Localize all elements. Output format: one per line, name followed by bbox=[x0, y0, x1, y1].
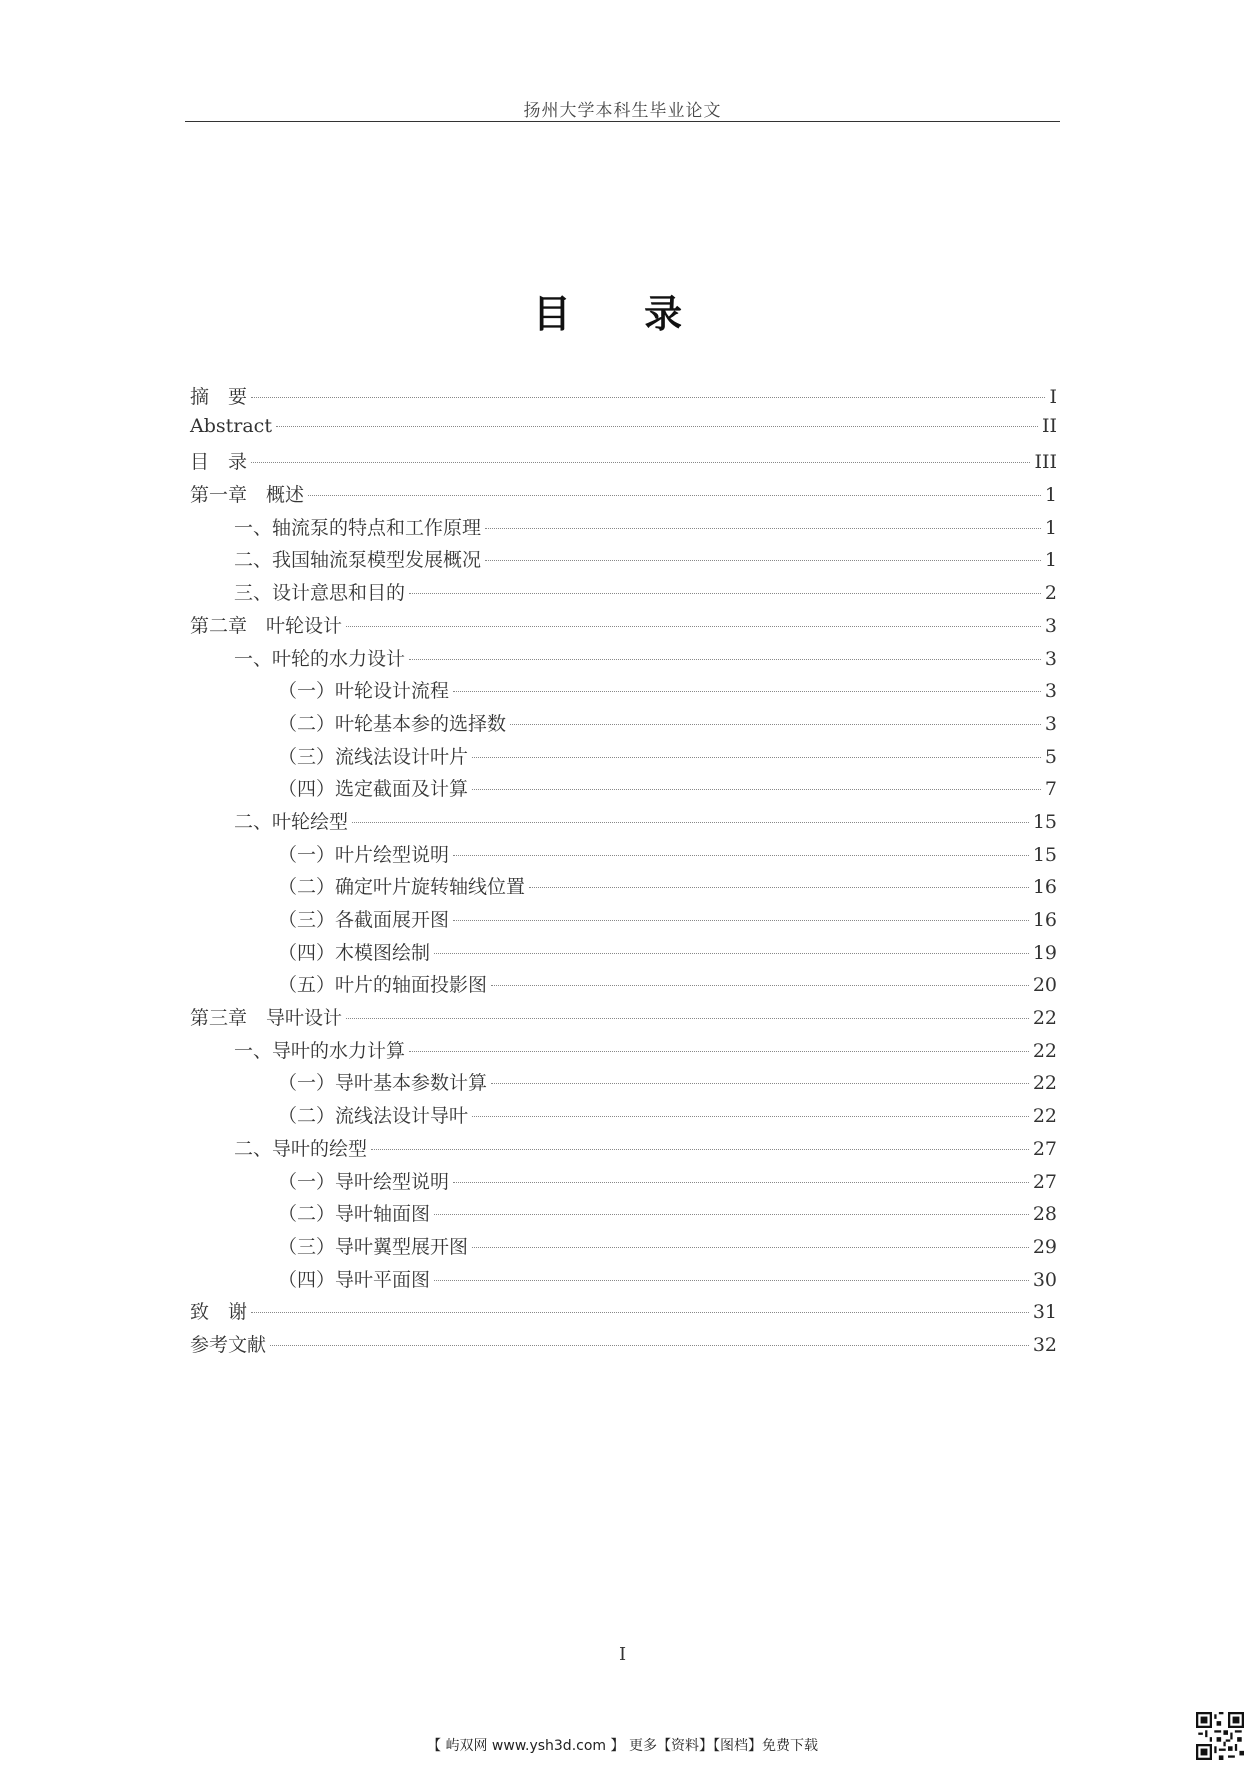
toc-entry[interactable] bbox=[190, 1199, 1057, 1232]
toc-entry-label: 三、设计意思和目的 bbox=[234, 582, 406, 605]
toc-leader-dots bbox=[409, 659, 1041, 660]
toc-leader-dots bbox=[485, 560, 1041, 561]
toc-leader-dots bbox=[308, 495, 1041, 496]
toc-entry-label: 参考文献 bbox=[190, 1333, 267, 1356]
toc-entry-label: （二）导叶轴面图 bbox=[278, 1203, 431, 1226]
toc-entry-label: （一）叶片绘型说明 bbox=[278, 843, 450, 866]
toc-leader-dots bbox=[453, 855, 1029, 856]
toc-entry-label: （二）流线法设计导叶 bbox=[278, 1105, 469, 1128]
table-of-contents bbox=[190, 382, 1057, 1363]
toc-entry[interactable] bbox=[190, 644, 1057, 677]
toc-entry-page: 28 bbox=[1032, 1203, 1057, 1226]
toc-leader-dots bbox=[491, 1083, 1029, 1084]
toc-entry-page: 27 bbox=[1032, 1170, 1057, 1193]
toc-entry[interactable] bbox=[190, 382, 1057, 415]
toc-leader-dots bbox=[346, 1018, 1029, 1019]
toc-entry[interactable] bbox=[190, 970, 1057, 1003]
toc-entry-label: 第三章 导叶设计 bbox=[190, 1007, 343, 1030]
toc-entry-page: 3 bbox=[1044, 614, 1057, 637]
toc-entry-page: 1 bbox=[1044, 516, 1057, 539]
toc-leader-dots bbox=[472, 757, 1041, 758]
toc-entry-page: 1 bbox=[1044, 484, 1057, 507]
toc-leader-dots bbox=[434, 1214, 1029, 1215]
toc-entry-label: （三）流线法设计叶片 bbox=[278, 745, 469, 768]
toc-entry[interactable] bbox=[190, 872, 1057, 905]
toc-entry[interactable] bbox=[190, 1101, 1057, 1134]
toc-leader-dots bbox=[434, 1280, 1029, 1281]
toc-entry[interactable] bbox=[190, 1265, 1057, 1298]
toc-entry-page: 20 bbox=[1032, 974, 1057, 997]
toc-entry-label: 第一章 概述 bbox=[190, 484, 305, 507]
toc-entry-label: （二）叶轮基本参的选择数 bbox=[278, 712, 507, 735]
page-number: I bbox=[618, 1644, 627, 1665]
toc-entry-label: 摘 要 bbox=[190, 386, 248, 408]
toc-entry-label: （三）导叶翼型展开图 bbox=[278, 1235, 469, 1258]
toc-leader-dots bbox=[251, 1312, 1029, 1313]
toc-entry[interactable] bbox=[190, 1330, 1057, 1363]
toc-entry-label: 一、轴流泵的特点和工作原理 bbox=[234, 516, 482, 539]
toc-entry[interactable] bbox=[190, 938, 1057, 971]
toc-entry[interactable] bbox=[190, 840, 1057, 873]
toc-entry-page: 15 bbox=[1032, 843, 1057, 866]
toc-entry-label: 一、导叶的水力计算 bbox=[234, 1039, 406, 1062]
toc-entry[interactable] bbox=[190, 807, 1057, 840]
toc-entry-label: 二、我国轴流泵模型发展概况 bbox=[234, 549, 482, 572]
toc-entry-label: （四）导叶平面图 bbox=[278, 1268, 431, 1291]
toc-leader-dots bbox=[371, 1149, 1029, 1150]
toc-leader-dots bbox=[491, 985, 1029, 986]
toc-entry-label: （四）选定截面及计算 bbox=[278, 778, 469, 801]
toc-entry-page: 3 bbox=[1044, 680, 1057, 703]
toc-entry-page: 29 bbox=[1032, 1235, 1057, 1258]
toc-entry[interactable] bbox=[190, 905, 1057, 938]
toc-entry[interactable] bbox=[190, 676, 1057, 709]
toc-entry[interactable] bbox=[190, 545, 1057, 578]
page-title: 目 录 bbox=[532, 292, 713, 336]
toc-entry-page: 5 bbox=[1044, 745, 1057, 768]
toc-leader-dots bbox=[346, 626, 1041, 627]
toc-entry[interactable] bbox=[190, 480, 1057, 513]
toc-entry-label: 一、叶轮的水力设计 bbox=[234, 647, 406, 670]
toc-entry-page: 31 bbox=[1032, 1301, 1057, 1324]
toc-entry-page: 22 bbox=[1032, 1105, 1057, 1128]
toc-entry[interactable] bbox=[190, 447, 1057, 480]
toc-entry-label: 致 谢 bbox=[190, 1301, 248, 1324]
qr-code-icon[interactable] bbox=[1196, 1712, 1244, 1760]
toc-entry-label: （三）各截面展开图 bbox=[278, 909, 450, 931]
toc-entry-label: （五）叶片的轴面投影图 bbox=[278, 974, 488, 997]
toc-entry-page: I bbox=[1049, 386, 1057, 408]
toc-entry-label: （四）木模图绘制 bbox=[278, 941, 431, 964]
toc-entry-page: 7 bbox=[1044, 778, 1057, 801]
toc-entry-label: 第二章 叶轮设计 bbox=[190, 614, 343, 637]
toc-entry-page: 30 bbox=[1032, 1268, 1057, 1291]
toc-leader-dots bbox=[409, 593, 1041, 594]
toc-leader-dots bbox=[434, 953, 1029, 954]
toc-leader-dots bbox=[529, 887, 1029, 888]
toc-entry[interactable] bbox=[190, 578, 1057, 611]
toc-entry-page: 22 bbox=[1032, 1072, 1057, 1095]
toc-entry[interactable] bbox=[190, 1036, 1057, 1069]
toc-entry-page: 1 bbox=[1044, 549, 1057, 572]
toc-entry-label: 目 录 bbox=[190, 451, 248, 474]
toc-leader-dots bbox=[485, 528, 1041, 529]
toc-leader-dots bbox=[352, 822, 1029, 823]
footer-banner[interactable]: 【 屿双网 www.ysh3d.com 】 更多【资料】【图档】免费下载 bbox=[427, 1738, 818, 1754]
toc-entry-label: Abstract bbox=[190, 414, 272, 437]
running-header: 扬州大学本科生毕业论文 bbox=[523, 101, 722, 121]
toc-entry-page: 27 bbox=[1032, 1137, 1057, 1160]
toc-leader-dots bbox=[270, 1345, 1029, 1346]
toc-entry[interactable] bbox=[190, 1232, 1057, 1265]
toc-entry[interactable] bbox=[190, 1134, 1057, 1167]
header-rule bbox=[185, 121, 1060, 122]
toc-entry[interactable] bbox=[190, 1003, 1057, 1036]
toc-leader-dots bbox=[453, 920, 1029, 921]
toc-entry-label: 二、叶轮绘型 bbox=[234, 810, 349, 833]
toc-entry-page: 22 bbox=[1032, 1039, 1057, 1062]
toc-entry[interactable] bbox=[190, 774, 1057, 807]
toc-leader-dots bbox=[472, 1116, 1029, 1117]
toc-entry[interactable] bbox=[190, 742, 1057, 775]
toc-entry-page: 16 bbox=[1032, 909, 1057, 931]
toc-entry[interactable] bbox=[190, 611, 1057, 644]
toc-entry[interactable] bbox=[190, 1167, 1057, 1200]
toc-entry-label: （一）导叶绘型说明 bbox=[278, 1170, 450, 1193]
toc-entry-page: II bbox=[1041, 414, 1057, 437]
toc-leader-dots bbox=[472, 1247, 1029, 1248]
toc-entry-page: 16 bbox=[1032, 876, 1057, 899]
toc-leader-dots bbox=[510, 724, 1041, 725]
toc-leader-dots bbox=[472, 789, 1041, 790]
toc-entry-label: （一）叶轮设计流程 bbox=[278, 680, 450, 703]
toc-entry-page: 19 bbox=[1032, 941, 1057, 964]
toc-entry-label: （二）确定叶片旋转轴线位置 bbox=[278, 876, 526, 899]
toc-entry-page: 15 bbox=[1032, 810, 1057, 833]
toc-leader-dots bbox=[453, 1182, 1029, 1183]
toc-entry-page: 3 bbox=[1044, 712, 1057, 735]
toc-entry-label: 二、导叶的绘型 bbox=[234, 1137, 368, 1160]
toc-entry-page: 3 bbox=[1044, 647, 1057, 670]
toc-entry[interactable] bbox=[190, 415, 1057, 448]
toc-entry[interactable] bbox=[190, 1068, 1057, 1101]
toc-entry-page: III bbox=[1034, 451, 1057, 474]
toc-entry-page: 22 bbox=[1032, 1007, 1057, 1030]
toc-entry[interactable] bbox=[190, 513, 1057, 546]
toc-leader-dots bbox=[276, 426, 1038, 427]
toc-entry[interactable] bbox=[190, 1297, 1057, 1330]
toc-leader-dots bbox=[453, 691, 1041, 692]
toc-leader-dots bbox=[251, 462, 1030, 463]
toc-entry-page: 2 bbox=[1044, 582, 1057, 605]
toc-entry[interactable] bbox=[190, 709, 1057, 742]
toc-entry-page: 32 bbox=[1032, 1333, 1057, 1356]
toc-entry-label: （一）导叶基本参数计算 bbox=[278, 1072, 488, 1095]
toc-leader-dots bbox=[409, 1051, 1029, 1052]
toc-leader-dots bbox=[251, 397, 1045, 398]
